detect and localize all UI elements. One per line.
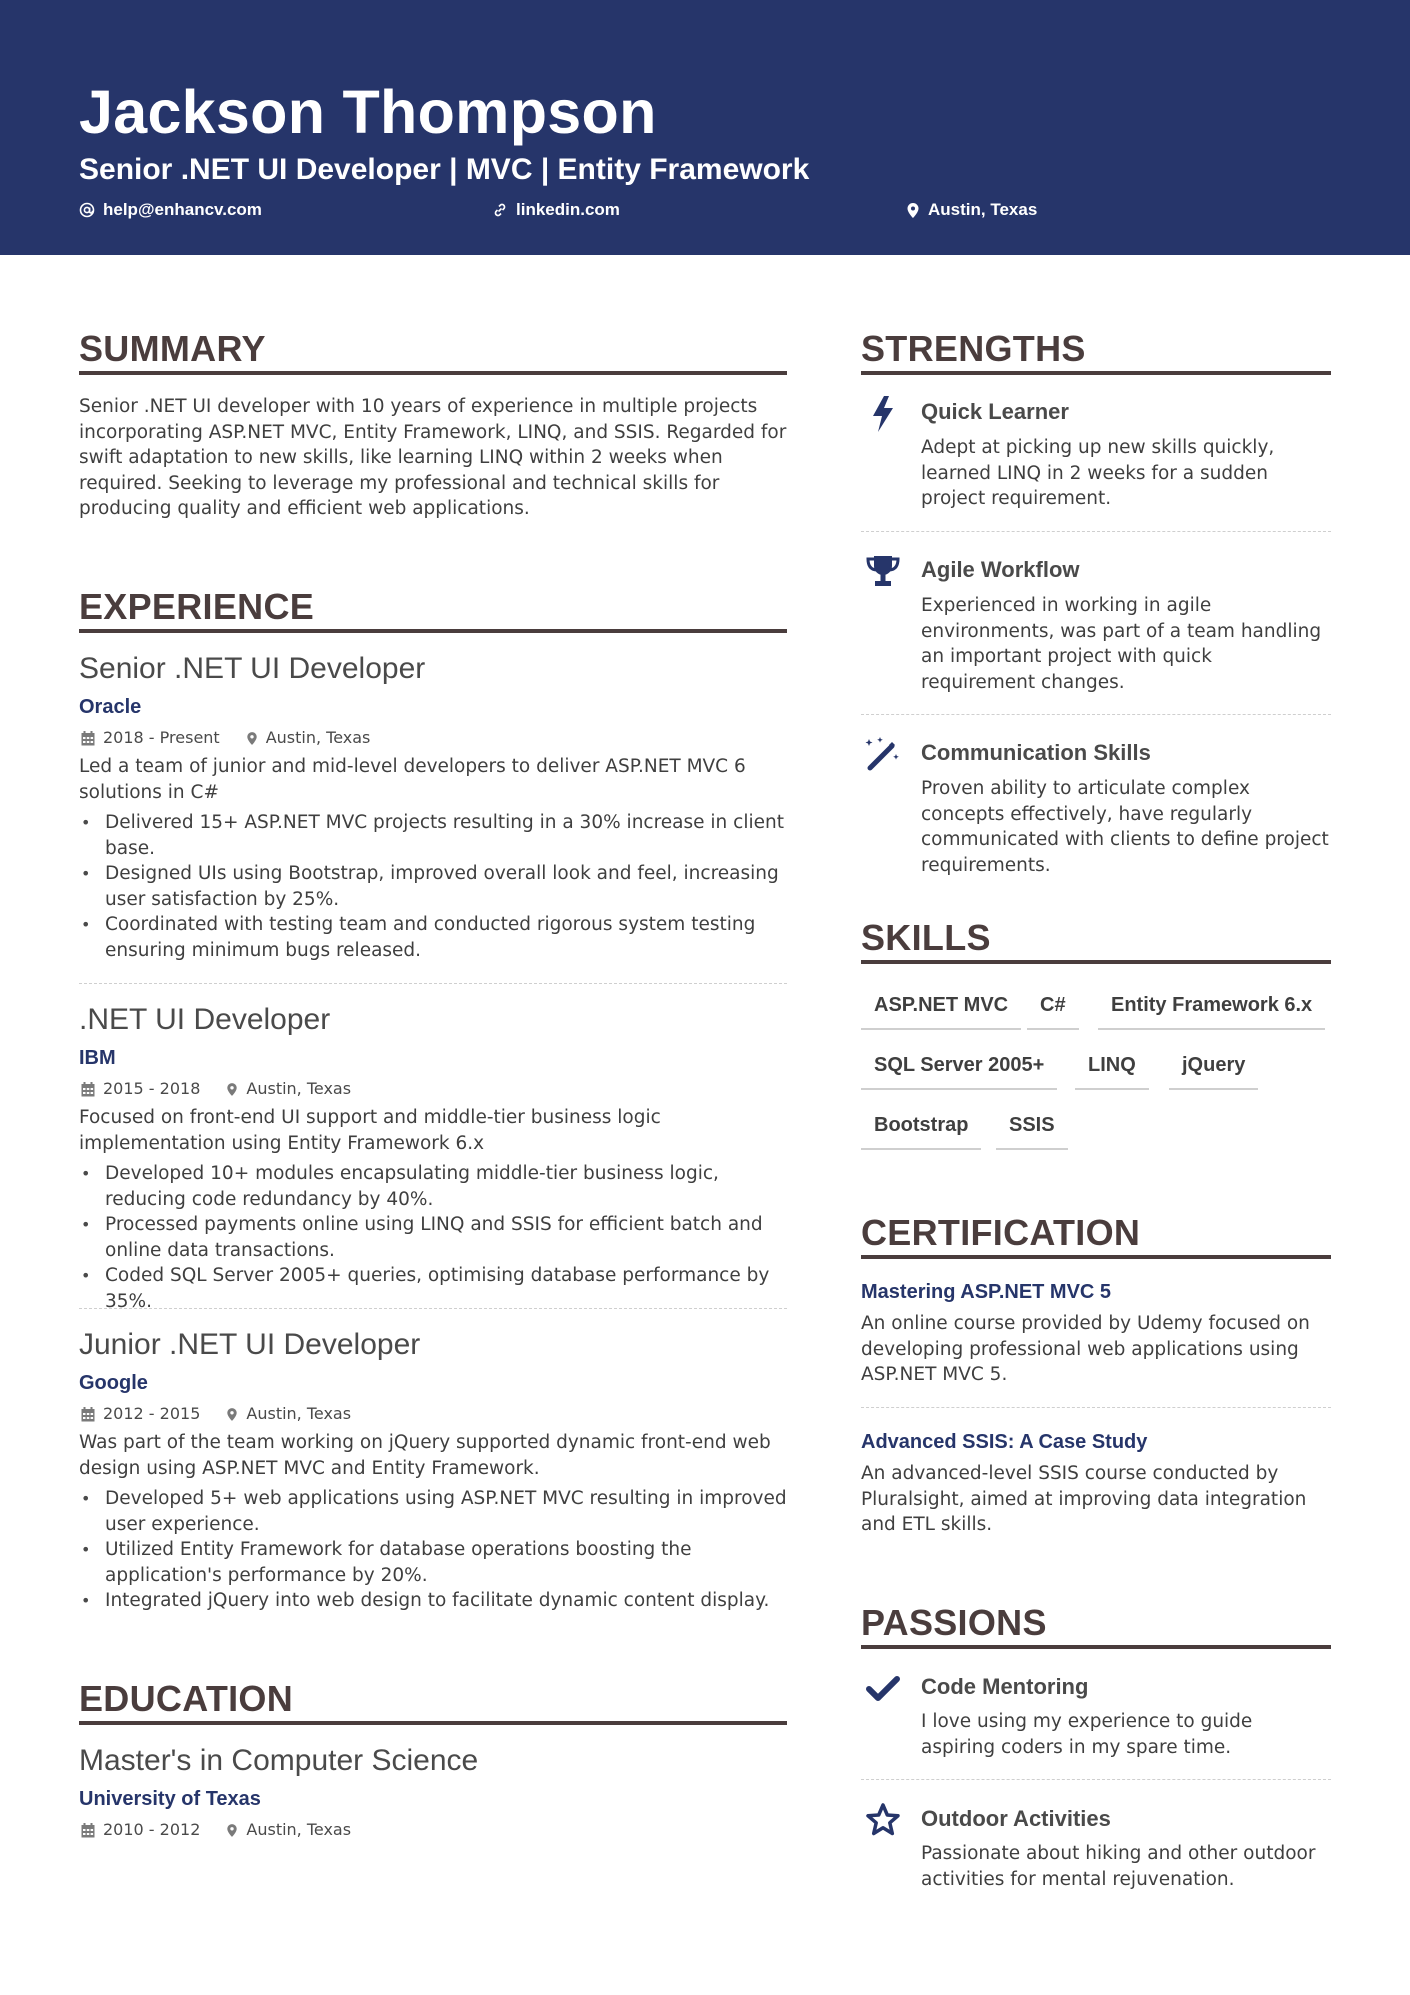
contact-linkedin[interactable] <box>492 198 620 222</box>
certification-description: An advanced-level SSIS course conducted by Pluralsight, aimed at improving data integration and ETL skills. <box>861 1463 1307 1535</box>
list-item: • Delivered 15+ ASP.NET MVC projects resulting in a 30% increase in client base. <box>79 810 787 861</box>
school-name: University of Texas <box>79 1788 261 1810</box>
calendar-icon <box>81 731 95 746</box>
degree-title: Master's in Computer Science <box>79 1744 479 1777</box>
company-name: Oracle <box>79 696 142 718</box>
job-description: Led a team of junior and mid-level developers to deliver ASP.NET MVC 6 solutions in C# <box>79 756 746 803</box>
map-pin-icon <box>226 1082 238 1097</box>
certification-separator <box>861 1407 1331 1408</box>
skill-tag: SSIS <box>996 1110 1068 1150</box>
job-title: .NET UI Developer <box>79 1003 331 1036</box>
company-name: IBM <box>79 1047 116 1069</box>
contact-location-text: Austin, Texas <box>928 200 1038 219</box>
passion-title: Code Mentoring <box>921 1674 1089 1699</box>
certification-title: Advanced SSIS: A Case Study <box>861 1431 1148 1453</box>
summary-heading: SUMMARY <box>79 328 266 369</box>
list-item: • Utilized Entity Framework for database operations boosting the application's performance by 20%. <box>79 1537 787 1588</box>
link-icon <box>492 202 508 218</box>
company-name: Google <box>79 1372 148 1394</box>
passion-separator <box>861 1779 1331 1780</box>
experience-heading: EXPERIENCE <box>79 586 315 627</box>
certification-heading: CERTIFICATION <box>861 1212 1141 1253</box>
list-item: • Designed UIs using Bootstrap, improved overall look and feel, increasing user satisfaction by 25%. <box>79 861 787 912</box>
experience-divider <box>79 629 787 633</box>
passions-heading: PASSIONS <box>861 1602 1047 1643</box>
strength-separator <box>861 531 1331 532</box>
job-title: Senior .NET UI Developer <box>79 652 426 685</box>
skill-tag: Entity Framework 6.x <box>1098 990 1325 1030</box>
job-location: Austin, Texas <box>246 1079 352 1098</box>
job-bullets <box>79 810 787 963</box>
map-pin-icon <box>226 1407 238 1422</box>
job-description: Focused on front-end UI support and middle-tier business logic implementation using Entity Framework 6.x <box>79 1107 661 1154</box>
strength-description: Adept at picking up new skills quickly, learned LINQ in 2 weeks for a sudden project requirement. <box>921 437 1275 509</box>
certification-divider <box>861 1255 1331 1259</box>
strengths-divider <box>861 371 1331 375</box>
at-sign-icon <box>79 202 95 218</box>
skill-tag: C# <box>1027 990 1079 1030</box>
contact-linkedin-text: linkedin.com <box>516 200 620 219</box>
certification-title: Mastering ASP.NET MVC 5 <box>861 1281 1112 1303</box>
skill-tag: jQuery <box>1169 1050 1258 1090</box>
skill-tag: Bootstrap <box>861 1110 981 1150</box>
strength-description: Proven ability to articulate complex concepts effectively, have regularly communicated with clients to define project requirements. <box>921 778 1329 876</box>
summary-divider <box>79 371 787 375</box>
skill-tag: SQL Server 2005+ <box>861 1050 1057 1090</box>
education-location: Austin, Texas <box>246 1820 352 1839</box>
education-meta <box>81 1819 351 1841</box>
job-meta <box>81 1078 351 1100</box>
calendar-icon <box>81 1407 95 1422</box>
job-meta <box>81 727 370 749</box>
magic-wand-icon <box>863 733 903 773</box>
map-pin-icon <box>906 202 920 219</box>
list-item: • Developed 5+ web applications using ASP.NET MVC resulting in improved user experience. <box>79 1486 787 1537</box>
candidate-headline: Senior .NET UI Developer | MVC | Entity Framework <box>79 153 810 186</box>
list-item: • Processed payments online using LINQ and SSIS for efficient batch and online data transactions. <box>79 1212 787 1263</box>
list-item: • Developed 10+ modules encapsulating middle-tier business logic, reducing code redundancy by 40%. <box>79 1161 787 1212</box>
strengths-heading: STRENGTHS <box>861 328 1086 369</box>
strength-title: Quick Learner <box>921 399 1069 424</box>
trophy-icon <box>863 551 903 591</box>
resume-header <box>0 0 1410 255</box>
list-item: • Coded SQL Server 2005+ queries, optimising database performance by 35%. <box>79 1263 787 1314</box>
map-pin-icon <box>226 1823 238 1838</box>
job-dates: 2015 - 2018 <box>103 1079 201 1098</box>
contact-email[interactable] <box>79 198 262 222</box>
passion-description: Passionate about hiking and other outdoor activities for mental rejuvenation. <box>921 1843 1316 1890</box>
passion-description: I love using my experience to guide aspiring coders in my spare time. <box>921 1711 1253 1758</box>
job-dates: 2012 - 2015 <box>103 1404 201 1423</box>
strength-title: Agile Workflow <box>921 557 1080 582</box>
job-bullets <box>79 1486 787 1614</box>
contact-location <box>906 198 1037 222</box>
job-title: Junior .NET UI Developer <box>79 1328 421 1361</box>
job-description: Was part of the team working on jQuery supported dynamic front-end web design using ASP.NET MVC and Entity Framework. <box>79 1432 771 1479</box>
job-separator <box>79 983 787 984</box>
list-item: • Integrated jQuery into web design to facilitate dynamic content display. <box>79 1588 787 1614</box>
education-heading: EDUCATION <box>79 1678 294 1719</box>
calendar-icon <box>81 1823 95 1838</box>
education-dates: 2010 - 2012 <box>103 1820 201 1839</box>
strength-title: Communication Skills <box>921 740 1151 765</box>
checkmark-icon <box>863 1669 903 1709</box>
skill-tag: ASP.NET MVC <box>861 990 1021 1030</box>
summary-text: Senior .NET UI developer with 10 years of experience in multiple projects incorporating ASP.NET MVC, Entity Framework, LINQ, and SSIS. Regarded for swift adaptation to new skills, like learning LINQ within 2 weeks when required. Seeking to leverage my professional and technical skills for producing quality and efficient web applications. <box>79 396 787 519</box>
job-location: Austin, Texas <box>265 728 371 747</box>
list-item: • Coordinated with testing team and conducted rigorous system testing ensuring minimum bugs released. <box>79 912 787 963</box>
map-pin-icon <box>246 731 258 746</box>
star-icon <box>863 1800 903 1840</box>
education-divider <box>79 1721 787 1725</box>
job-location: Austin, Texas <box>246 1404 352 1423</box>
candidate-name: Jackson Thompson <box>79 78 657 146</box>
job-dates: 2018 - Present <box>103 728 220 747</box>
skill-tag: LINQ <box>1075 1050 1149 1090</box>
lightning-icon <box>863 394 903 434</box>
strength-separator <box>861 714 1331 715</box>
passion-title: Outdoor Activities <box>921 1806 1111 1831</box>
calendar-icon <box>81 1082 95 1097</box>
job-separator <box>79 1308 787 1309</box>
contact-email-text: help@enhancv.com <box>103 200 262 219</box>
passions-divider <box>861 1645 1331 1649</box>
job-bullets <box>79 1161 787 1314</box>
job-meta <box>81 1403 351 1425</box>
strength-description: Experienced in working in agile environments, was part of a team handling an important project with quick requirement changes. <box>921 595 1322 693</box>
skills-divider <box>861 960 1331 964</box>
skills-heading: SKILLS <box>861 917 991 958</box>
certification-description: An online course provided by Udemy focused on developing professional web applications using ASP.NET MVC 5. <box>861 1313 1310 1385</box>
